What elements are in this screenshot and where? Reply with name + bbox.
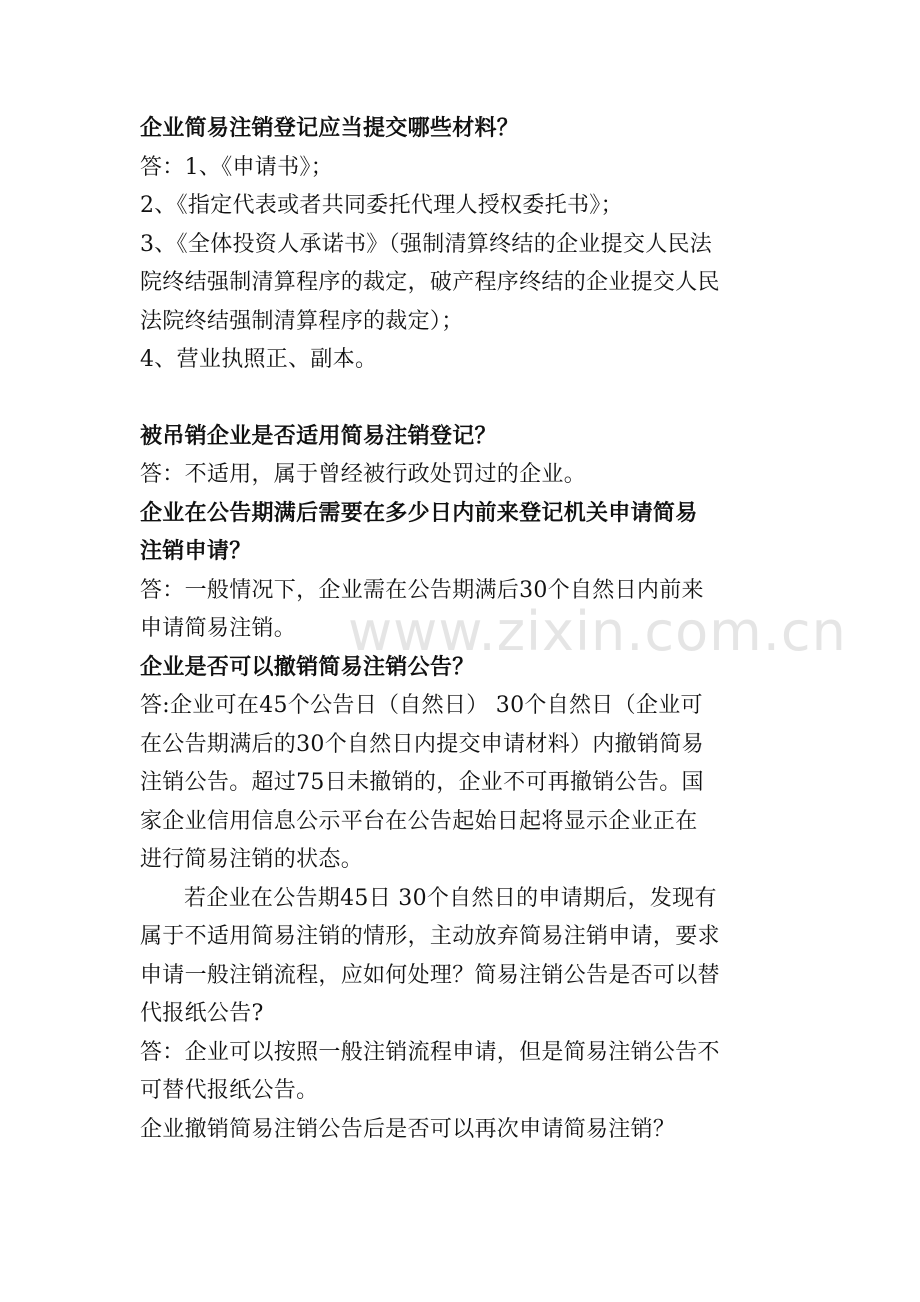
question-heading: 企业是否可以撤销简易注销公告？ [140,654,475,680]
watermark-text: www.zixin.com.cn [348,600,847,663]
answer-line: 答:企业可在45个公告日（自然日） 30个自然日（企业可 [140,693,703,718]
answer-line: 答：企业可以按照一般注销流程申请，但是简易注销公告不 [140,1039,720,1065]
answer-line: 申请简易注销。 [140,616,297,641]
answer-line: 答：不适用，属于曾经被行政处罚过的企业。 [140,462,587,487]
question-paragraph: 若企业在公告期45日 30个自然日的申请期后，发现有 [184,885,717,911]
answer-line: 答：1、《申请书》； [140,154,333,180]
answer-line: 家企业信用信息公示平台在公告起始日起将显示企业正在 [140,808,698,834]
answer-line: 2、《指定代表或者共同委托代理人授权委托书》； [140,193,623,218]
answer-line: 在公告期满后的30个自然日内提交申请材料）内撤销简易 [140,731,704,757]
question-paragraph: 代报纸公告? [140,1001,264,1026]
question-line: 企业撤销简易注销公告后是否可以再次申请简易注销？ [140,1116,676,1142]
question-paragraph: 属于不适用简易注销的情形，主动放弃简易注销申请，要求 [140,924,720,949]
answer-line: 3、《全体投资人承诺书》（强制清算终结的企业提交人民法 [140,231,713,257]
answer-line: 答：一般情况下，企业需在公告期满后30个自然日内前来 [140,577,704,603]
question-heading: 企业在公告期满后需要在多少日内前来登记机关申请简易 [140,500,698,526]
answer-line: 进行简易注销的状态。 [140,847,364,872]
document-body [140,110,782,1149]
answer-line: 注销公告。超过75日未撤销的，企业不可再撤销公告。国 [140,770,704,795]
question-heading: 被吊销企业是否适用简易注销登记？ [140,423,497,449]
answer-line: 院终结强制清算程序的裁定，破产程序终结的企业提交人民 [140,270,720,295]
question-heading: 注销申请？ [140,539,252,564]
paragraph-gap [140,380,782,418]
question-paragraph: 申请一般注销流程，应如何处理？简易注销公告是否可以替 [140,962,720,988]
answer-line: 4、营业执照正、副本。 [140,347,378,372]
answer-line: 法院终结强制清算程序的裁定）； [140,308,464,334]
question-heading: 企业简易注销登记应当提交哪些材料？ [140,116,520,141]
answer-line: 可替代报纸公告。 [140,1078,319,1103]
